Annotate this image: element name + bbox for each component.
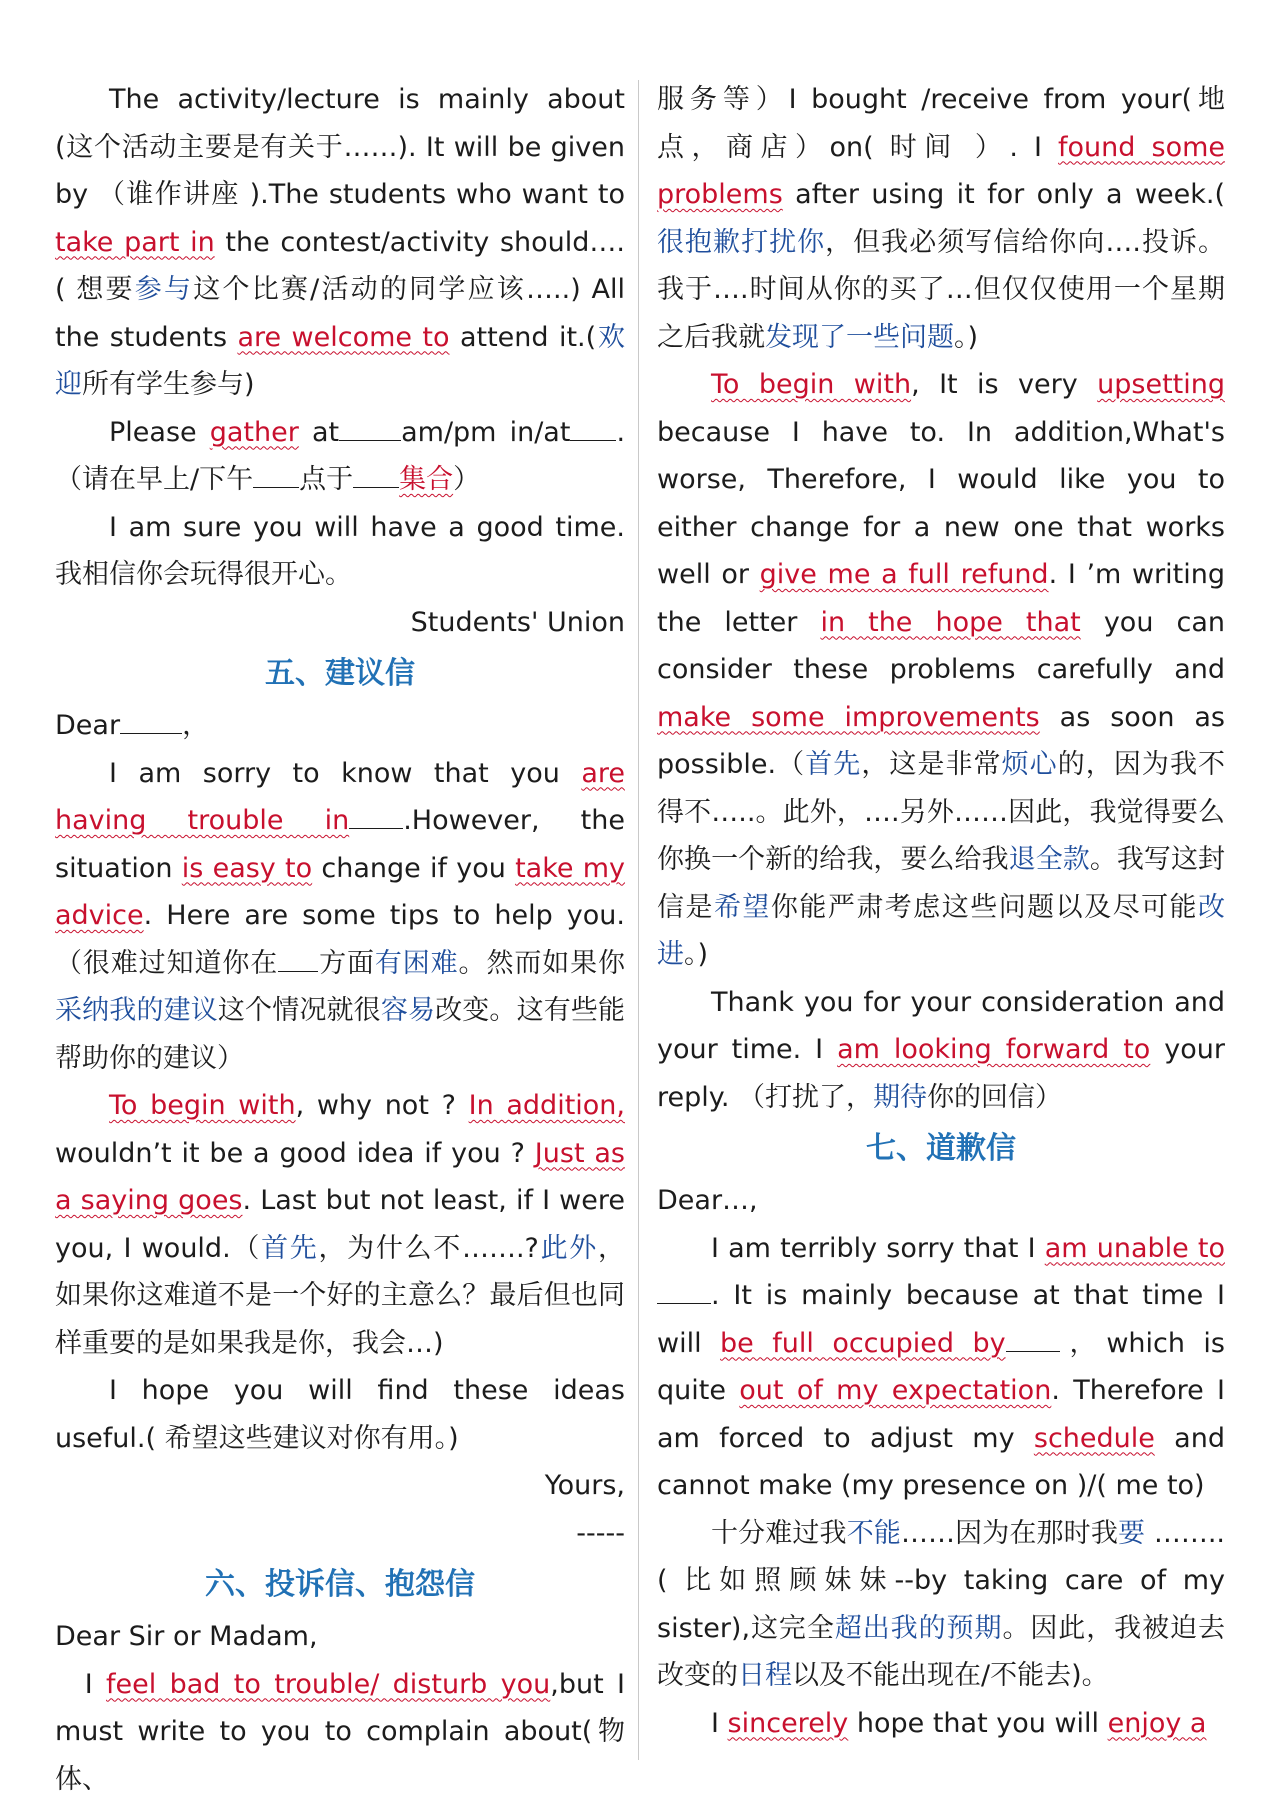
highlight-phrase: schedule — [1033, 1422, 1155, 1454]
hope-paragraph: I hope you will find these ideas useful.( 希望这些建议对你有用。) — [55, 1375, 625, 1454]
highlight-phrase: feel bad to trouble/ disturb you — [106, 1668, 551, 1700]
fill-blank — [349, 798, 403, 829]
highlight-phrase: To begin with — [711, 369, 912, 400]
highlight-phrase: take part in — [55, 226, 215, 258]
left-column — [55, 76, 625, 1803]
highlight-phrase: sincerely — [727, 1707, 849, 1739]
highlight-phrase: upsetting — [1097, 369, 1225, 400]
salutation-apology: Dear…, — [657, 1185, 758, 1216]
salutation: Dear ， — [55, 702, 625, 750]
highlight-phrase: in the hope that — [820, 606, 1081, 638]
highlight-phrase: enjoy a — [1107, 1707, 1207, 1739]
highlight-phrase: be full occupied by — [720, 1327, 1006, 1359]
fill-blank — [570, 410, 616, 441]
right-column — [657, 76, 1225, 1747]
fill-blank — [657, 1273, 711, 1304]
highlight-phrase: is easy to — [181, 852, 313, 884]
fill-blank — [1006, 1321, 1060, 1352]
section-heading-5: 五、建议信 — [265, 656, 415, 691]
highlight-phrase: are having trouble in — [55, 757, 625, 836]
closing: Yours, — [544, 1470, 625, 1501]
section-heading-6: 六、投诉信、抱怨信 — [205, 1567, 475, 1602]
fill-blank — [353, 457, 399, 488]
highlight-phrase: am looking forward to — [837, 1034, 1151, 1065]
highlight-phrase: make some improvements — [657, 701, 1040, 733]
highlight-phrase: out of my expectation — [739, 1375, 1052, 1406]
highlight-phrase: take my advice — [55, 852, 626, 931]
complain-paragraph: I feel bad to trouble/ disturb you,but I must write to you to complain about(物体、 — [55, 1668, 626, 1795]
highlight-phrase: give me a full refund — [759, 559, 1049, 590]
complain-continued-paragraph: 服务等）I bought /receive from your(地点，商店）on( 时间 ）. I found some problems after using it for only a week.( 很抱歉打扰你，但我必须写信给你向….投诉。我于….时间从你的买了…但仅仅使用一个星期之后我就发现了一些问题。) — [657, 84, 1226, 353]
highlight-phrase: In addition, — [468, 1090, 625, 1121]
highlight-phrase: are welcome to — [237, 321, 450, 353]
apology-chinese-paragraph: 十分难过我不能……因为在那时我要 ……..( 比如照顾妹妹--by taking care of my sister),这完全超出我的预期。因此，我被迫去改变的日程以及不能出现在/不能去)。 — [657, 1517, 1225, 1691]
begin-paragraph: To begin with, why not ? In addition, wouldn’t it be a good idea if you ? Just as a saying goes. Last but not least, if I were you, I would.（首先，为什么不…….?此外，如果你这难道不是一个好的主意么？最后但也同样重要的是如果我是你，我会…) — [55, 1090, 625, 1359]
complain-begin-paragraph: To begin with, It is very upsetting because I have to. In addition,What's worse, Therefore, I would like you to either change for a new one that works well or give me a full refund. I ’m writing the letter in the hope that you can consider these problems carefully and make some improvements as soon as possible.（首先，这是非常烦心的，因为我不得不…..。此外，….另外……因此，我觉得要么你换一个新的给我，要么给我退全款。我写这封信是希望你能严肃考虑这些问题以及尽可能改进。) — [657, 369, 1226, 970]
advice-paragraph: I am sorry to know that you are having trouble in .However, the situation is easy to change if you take my advice. Here are some tips to help you.（很难过知道你在 方面有困难。然而如果你采纳我的建议这个情况就很容易改变。这有些能帮助你的建议） — [55, 757, 626, 1074]
highlight-phrase: To begin with — [109, 1090, 296, 1121]
highlight-phrase: am unable to — [1044, 1232, 1225, 1264]
highlight-phrase: 集合 — [399, 464, 454, 495]
thank-paragraph: Thank you for your consideration and your time. I am looking forward to your reply. （打扰了，期待你的回信） — [657, 986, 1225, 1113]
good-time-paragraph: I am sure you will have a good time. 我相信你会玩得很开心。 — [55, 511, 625, 590]
closing-dashes: ----- — [576, 1517, 625, 1549]
gather-paragraph: Please gather at am/pm in/at .（请在早上/下午 点于 集合） — [55, 409, 625, 504]
salutation-sir: Dear Sir or Madam, — [55, 1621, 318, 1652]
fill-blank — [339, 410, 401, 441]
fill-blank — [278, 941, 318, 972]
highlight-phrase: Just as a saying goes — [55, 1137, 625, 1216]
highlight-phrase: gather — [209, 416, 299, 448]
fill-blank — [120, 703, 182, 734]
highlight-phrase: found some problems — [657, 131, 1225, 210]
fill-blank — [253, 457, 299, 488]
activity-paragraph: The activity/lecture is mainly about (这个活动主要是有关于……). It will be given by （谁作讲座 ).The students who want to take part in the contest/activity should…. ( 想要参与这个比赛/活动的同学应该…..) All the students are welcome to attend it.(欢迎所有学生参与) — [55, 84, 626, 400]
sincere-paragraph: I sincerely hope that you will enjoy a — [711, 1707, 1207, 1739]
section-heading-7: 七、道歉信 — [866, 1131, 1016, 1166]
sorry-paragraph: I am terribly sorry that I am unable to. It is mainly because at that time I will be full occupied by ，which is quite out of my expectation. Therefore I am forced to adjust my schedule and cannot make (my presence on )/( me to) — [657, 1232, 1225, 1501]
signature: Students' Union — [410, 606, 625, 638]
